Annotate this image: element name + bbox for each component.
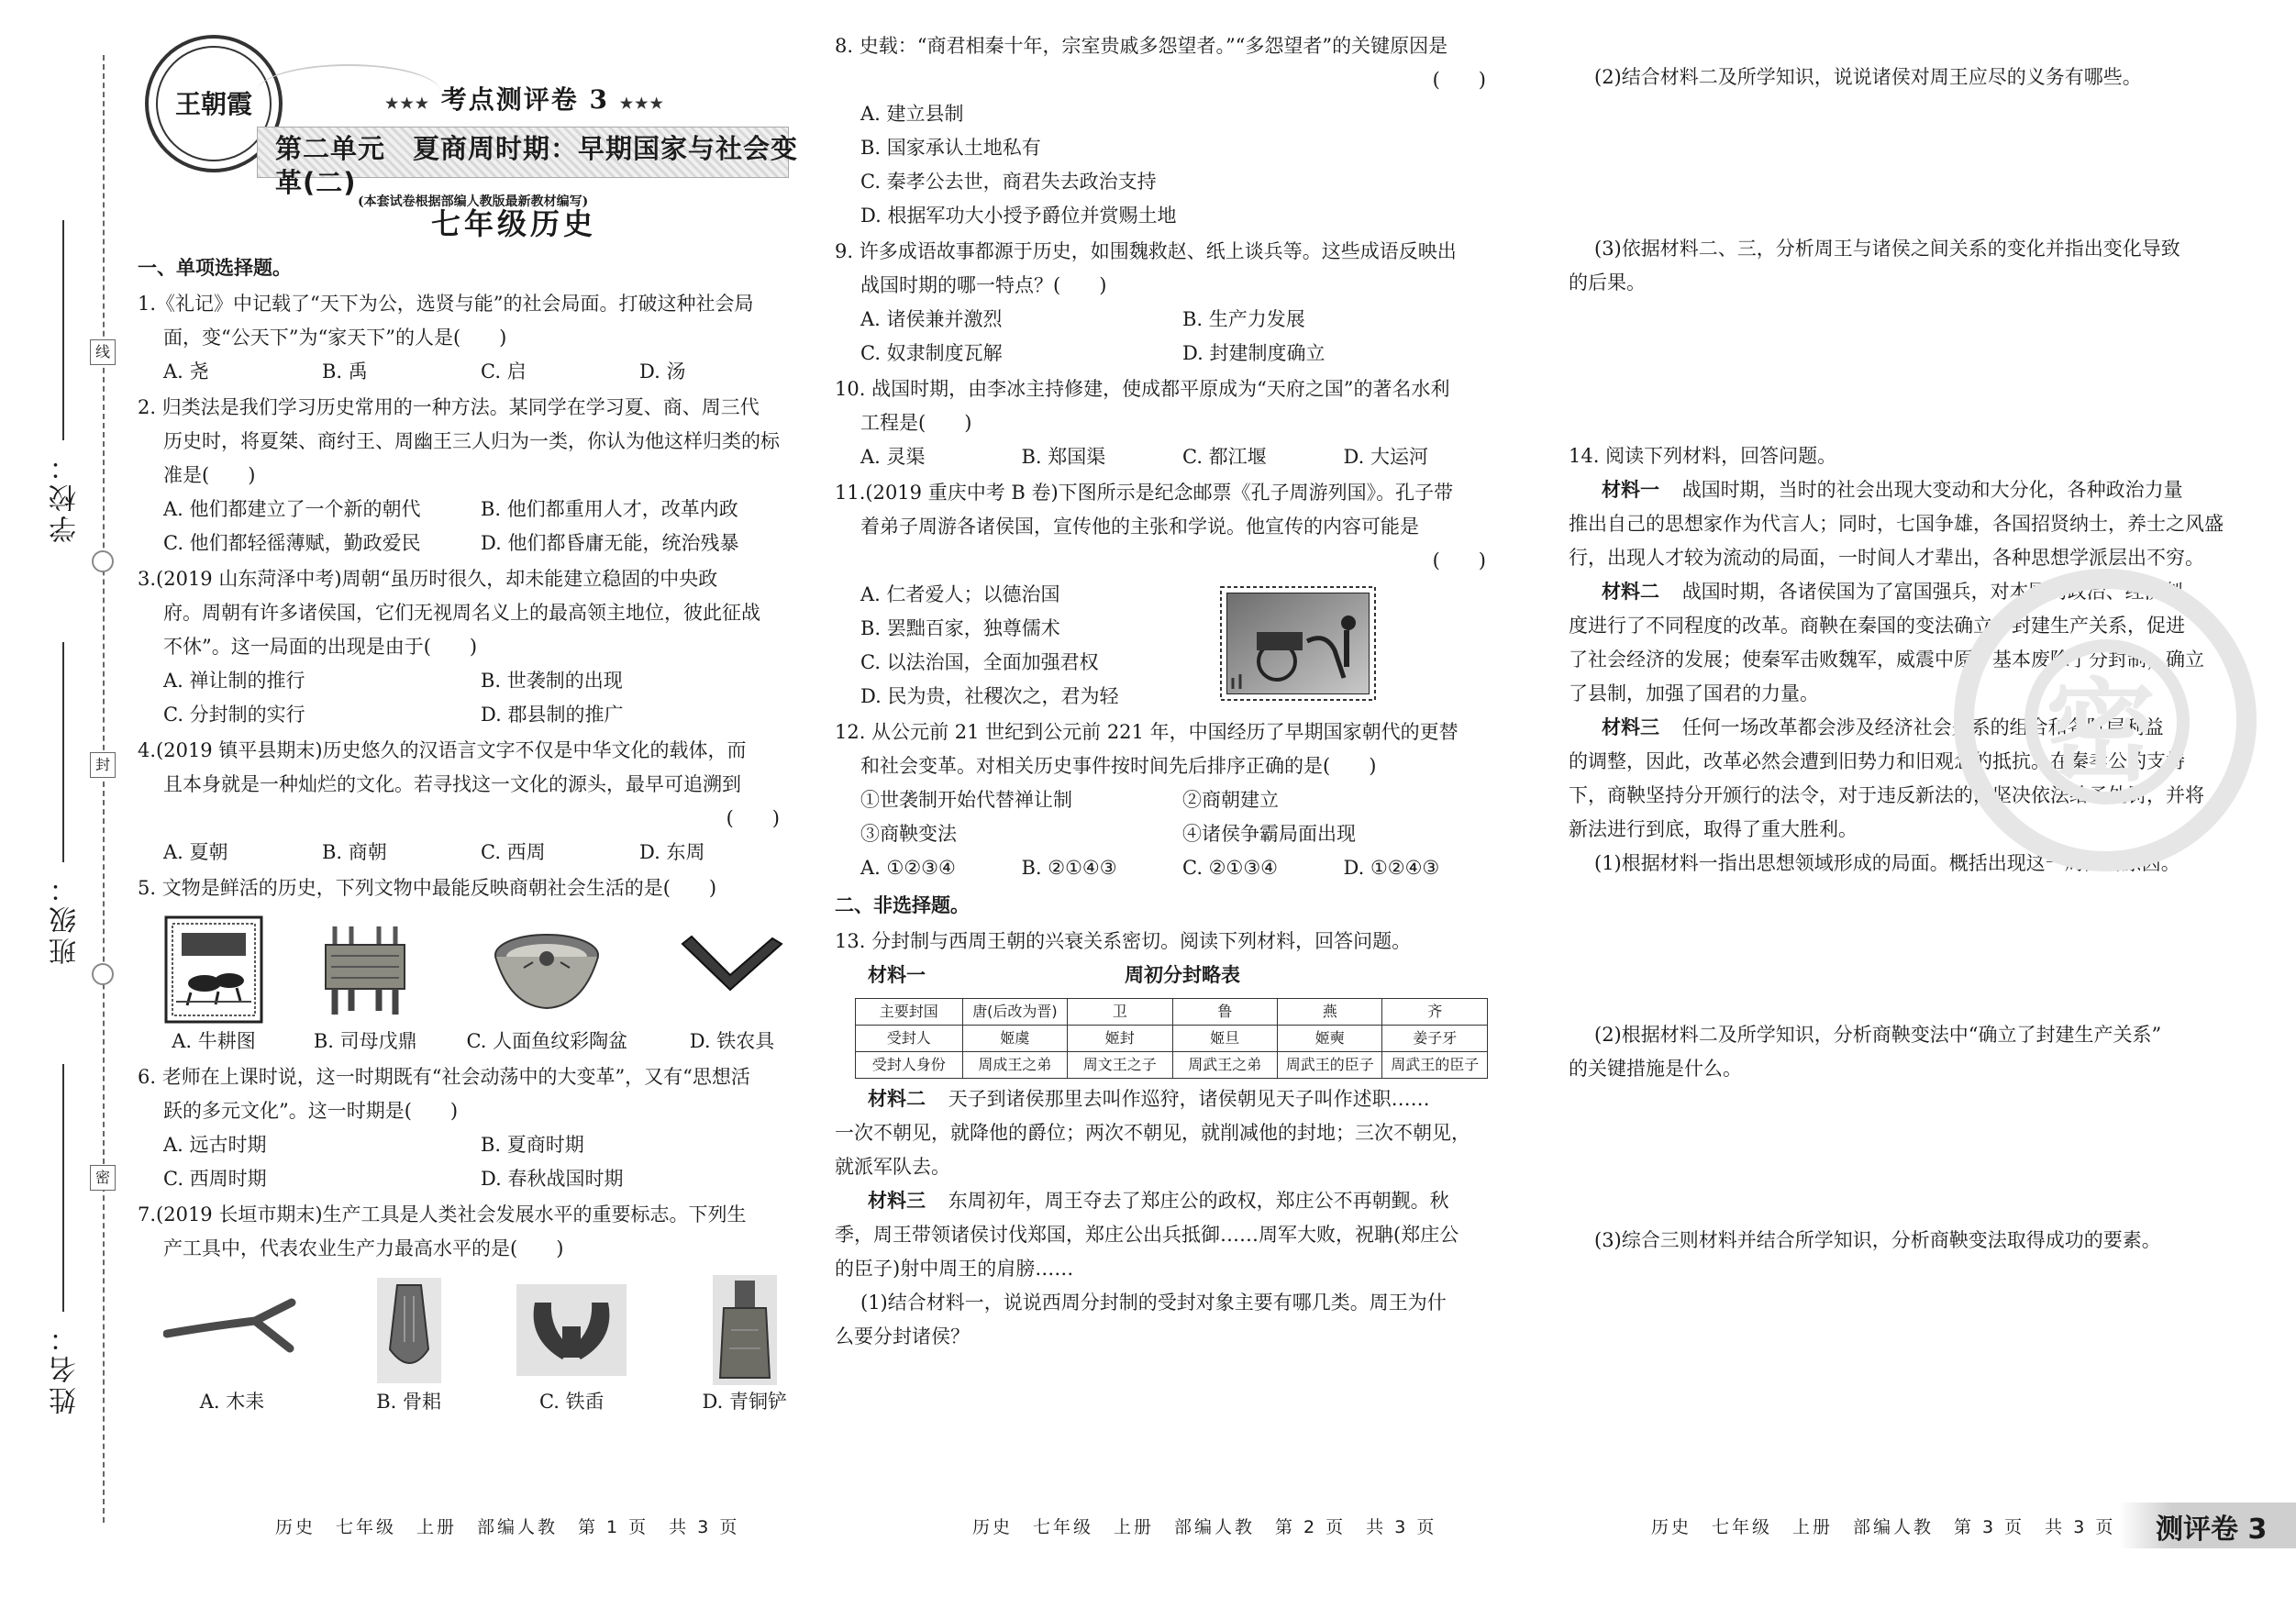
option[interactable]: B. 国家承认土地私有 xyxy=(860,137,1041,159)
option[interactable]: C. ②①③④ xyxy=(1182,857,1278,879)
binding-hole xyxy=(92,963,114,985)
option[interactable]: B. 世袭制的出现 xyxy=(481,670,623,692)
bronze-ding-icon xyxy=(315,919,416,1020)
option[interactable]: B. 他们都重用人才，改革内政 xyxy=(481,498,738,520)
star-icon: ★★★ xyxy=(385,94,431,112)
option[interactable]: B. ②①④③ xyxy=(1021,857,1117,879)
binding-mark-seal: 封 xyxy=(90,752,116,778)
option[interactable]: C. 奴隶制度瓦解 xyxy=(860,342,1003,364)
question-3: 3.(2019 山东菏泽中考)周朝“虽历时很久，却未能建立稳固的中央政 府。周朝有许多诸侯国，它们无视周名义上的最高领主地位，彼此征战 不休”。这一局面的出现是由于( ) A. 禅让制的推行 B. 世袭制的出现 C. 分封制的实行 D. 郡县制的推广 xyxy=(138,562,798,732)
question-7: 7.(2019 长垣市期末)生产工具是人类社会发展水平的重要标志。下列生 产工具中，代表农业生产力最高水平的是( ) A. 木耒 B. 骨耜 C. 铁臿 D. 青铜铲 xyxy=(138,1198,798,1419)
binding-mark-close: 密 xyxy=(90,1165,116,1191)
option[interactable]: B. 夏商时期 xyxy=(481,1134,584,1156)
option[interactable]: C. 以法治国，全面加强君权 xyxy=(860,651,1099,673)
question-12: 12. 从公元前 21 世纪到公元前 221 年，中国经历了早期国家朝代的更替 和社会变革。对相关历史事件按时间先后排序正确的是( ) ①世袭制开始代替禅让制 ②商朝建立 ③商鞅变法 ④诸侯争霸局面出现 A. ①②③④ B. ②①④③ C. ②①③④ D. ①②④③ xyxy=(835,715,1504,885)
option[interactable]: A. 建立县制 xyxy=(860,103,964,125)
option-label: B. 司母戊鼎 xyxy=(313,1030,417,1052)
option[interactable]: A. 禅让制的推行 xyxy=(163,670,305,692)
class-label: 班级： xyxy=(50,871,82,965)
option[interactable]: D. 大运河 xyxy=(1343,446,1428,468)
star-icon: ★★★ xyxy=(619,94,665,112)
painted-pottery-basin-icon xyxy=(492,924,602,1015)
column-2 xyxy=(835,28,1504,1354)
option-label: A. 木耒 xyxy=(199,1391,265,1413)
option[interactable]: D. 封建制度确立 xyxy=(1182,342,1325,364)
question-5: 5. 文物是鲜活的历史，下列文物中最能反映商朝社会生活的是( ) A. 牛耕图 B. 司母戊鼎 C. 人面鱼纹彩陶盆 D. 铁农具 xyxy=(138,871,798,1059)
option[interactable]: C. 都江堰 xyxy=(1182,446,1267,468)
option[interactable]: A. 远古时期 xyxy=(163,1134,267,1156)
option[interactable]: A. 诸侯兼并激烈 xyxy=(860,308,1003,330)
ox-plough-relief-icon xyxy=(163,915,264,1025)
q14-sub1: (1)根据材料一指出思想领域形成的局面。概括出现这一局面的原因。 xyxy=(1594,852,2180,874)
option-image-a[interactable] xyxy=(163,1275,301,1419)
question-1: 1.《礼记》中记载了“天下为公，选贤与能”的社会局面。打破这种社会局 面，变“公天下”为“家天下”的人是( ) A. 尧 B. 禹 C. 启 D. 汤 xyxy=(138,287,798,389)
question-8: 8. 史载：“商君相秦十年，宗室贵戚多怨望者。”“多怨望者”的关键原因是 ( ) A. 建立县制 B. 国家承认土地私有 C. 秦孝公去世，商君失去政治支持 D. 根据军功大小授予爵位并赏赐土地 xyxy=(835,29,1504,233)
option-image-c[interactable] xyxy=(466,915,627,1059)
name-label: 姓名： xyxy=(50,1321,82,1414)
q14-sub2: (2)根据材料二及所学知识，分析商鞅变法中“确立了封建生产关系” xyxy=(1594,1024,2162,1046)
option-label: B. 骨耜 xyxy=(376,1391,442,1413)
option-label: C. 人面鱼纹彩陶盆 xyxy=(466,1030,628,1052)
page-footer-2: 历史 七年级 上册 部编人教 第 2 页 共 3 页 xyxy=(972,1517,1437,1537)
option[interactable]: B. 罢黜百家，独尊儒术 xyxy=(860,617,1060,639)
option[interactable]: B. 生产力发展 xyxy=(1182,308,1305,330)
class-field[interactable] xyxy=(46,642,83,972)
question-6: 6. 老师在上课时说，这一时期既有“社会动荡中的大变革”，又有“思想活 跃的多元文化”。这一时期是( ) A. 远古时期 B. 夏商时期 C. 西周时期 D. 春秋战国时期 xyxy=(138,1060,798,1196)
event: ②商朝建立 xyxy=(1182,789,1279,811)
table-title: 周初分封略表 xyxy=(1125,964,1240,986)
iron-spade-icon xyxy=(516,1284,627,1376)
iron-tool-icon xyxy=(677,924,787,1015)
watermark-seal: 密 xyxy=(1954,569,2257,871)
test-badge: 测评卷 3 xyxy=(2119,1503,2296,1548)
option[interactable]: A. 尧 xyxy=(163,360,209,383)
event: ①世袭制开始代替禅让制 xyxy=(860,789,1072,811)
school-label: 学校： xyxy=(50,449,82,543)
question-13: 13. 分封制与西周王朝的兴衰关系密切。阅读下列材料，回答问题。 材料一 周初分封略表 主要封国 唐(后改为晋) 卫 鲁 燕 齐 受封人 姬虞 姬封 姬旦 姬奭 姜子牙 受封人身份 周成王之弟 周文王之子 周武王之弟 周武王的臣子 周武王的臣子 材料二 天子到诸侯那里去叫作巡狩，诸侯朝见天子叫作述职…… 一次不朝见，就降他的爵位；两次不朝见，就削减他的封地；三次不朝见， 就派军队去。 材料三 东周初年，周王夺去了郑庄公的政权，郑庄公不再朝觐。秋 季，周王带领诸侯讨伐郑国，郑庄公出兵抵御……周军大败，祝聃(郑庄公 的臣子)射中周王的肩膀…… (1)结合材料一，说说西周分封制的受封对象主要有哪几类。周王为什 么要分封诸侯？ xyxy=(835,925,1504,1354)
option[interactable]: C. 西周时期 xyxy=(163,1168,267,1190)
page-title: 七年级历史 xyxy=(431,206,597,241)
q14-sub3: (3)综合三则材料并结合所学知识，分析商鞅变法取得成功的要素。 xyxy=(1594,1229,2161,1251)
option[interactable]: D. 春秋战国时期 xyxy=(481,1168,624,1190)
binding-strip xyxy=(37,55,138,1523)
section-title: 二、非选择题。 xyxy=(835,894,970,916)
event: ③商鞅变法 xyxy=(860,823,957,845)
option[interactable]: D. 他们都昏庸无能，统治残暴 xyxy=(481,532,739,554)
option-image-d[interactable] xyxy=(703,1275,787,1419)
option-label: D. 青铜铲 xyxy=(702,1391,787,1413)
option-label: C. 铁臿 xyxy=(538,1391,605,1413)
material-label: 材料二 xyxy=(1602,581,1659,603)
option[interactable]: C. 启 xyxy=(481,360,527,383)
header xyxy=(138,28,798,248)
unit-title: 第二单元 夏商周时期：早期国家与社会变革(二) xyxy=(275,133,799,198)
option[interactable]: A. 灵渠 xyxy=(860,446,926,468)
option[interactable]: C. 西周 xyxy=(481,841,546,863)
section-title: 一、单项选择题。 xyxy=(138,257,292,279)
option[interactable]: A. 仁者爱人；以德治国 xyxy=(860,583,1060,605)
option[interactable]: A. ①②③④ xyxy=(860,857,956,879)
question-11: 11.(2019 重庆中考 B 卷)下图所示是纪念邮票《孔子周游列国》。孔子带 着弟子周游各诸侯国，宣传他的主张和学说。他宣传的内容可能是 ( ) A. 仁者爱人；以德治国 B. 罢黜百家，独尊儒术 C. 以法治国，全面加强君权 D. 民为贵，社稷次之，君为轻 xyxy=(835,476,1504,714)
fief-table: 主要封国 唐(后改为晋) 卫 鲁 燕 齐 受封人 姬虞 姬封 姬旦 姬奭 姜子牙 受封人身份 周成王之弟 周文王之子 周武王之弟 周武王的臣子 周武王的臣子 xyxy=(855,998,1488,1079)
school-field[interactable] xyxy=(46,220,83,550)
question-10: 10. 战国时期，由李冰主持修建，使成都平原成为“天府之国”的著名水利 工程是( ) A. 灵渠 B. 郑国渠 C. 都江堰 D. 大运河 xyxy=(835,372,1504,474)
question-14: 14. 阅读下列材料，回答问题。 材料一 战国时期，当时的社会出现大变动和大分化，各种政治力量 推出自己的思想家作为代言人；同时，七国争雄，各国招贤纳士，养士之风盛 行，出现人才较为流动的局面，一时间人才辈出，各种思想学派层出不穷。 材料二 战国时期，各诸侯国为了富国强兵，对本国的政治、经济制 度进行了不同程度的改革。商鞅在秦国的变法确立了封建生产关系，促进 了社会经济的发展；使秦军击败魏军，威震中原；基本废除了分封制，确立 了县制，加强了国君的力量。 材料三 任何一场改革都会涉及经济社会关系的组合和各阶层利益 的调整，因此，改革必然会遭到旧势力和旧观念的抵抗。在秦孝公的支持 下，商鞅坚持分开颁行的法令，对于违反新法的，坚决依法给予处罚，并将 新法进行到底，取得了重大胜利。 (1)根据材料一指出思想领域形成的局面。概括出现这一局面的原因。 (2)根据材料二及所学知识，分析商鞅变法中“确立了封建生产关系” 的关键措施是什么。 (3)综合三则材料并结合所学知识，分析商鞅变法取得成功的要素。 xyxy=(1569,439,2247,1258)
option[interactable]: D. 东周 xyxy=(639,841,705,863)
option[interactable]: A. 夏朝 xyxy=(163,841,228,863)
q13-sub3: (3)依据材料二、三，分析周王与诸侯之间关系的变化并指出变化导致 xyxy=(1594,238,2180,260)
name-field[interactable] xyxy=(46,1064,83,1431)
bone-spade-icon xyxy=(377,1278,441,1383)
binding-dashed-line xyxy=(103,55,105,1523)
option[interactable]: C. 分封制的实行 xyxy=(163,704,305,726)
material-label: 材料三 xyxy=(868,1190,926,1212)
bronze-shovel-icon xyxy=(713,1275,777,1385)
option[interactable]: D. ①②④③ xyxy=(1343,857,1440,879)
option[interactable]: D. 根据军功大小授予爵位并赏赐土地 xyxy=(860,205,1177,227)
option[interactable]: B. 商朝 xyxy=(322,841,387,863)
option[interactable]: C. 他们都轻徭薄赋，勤政爱民 xyxy=(163,532,421,554)
material-label: 材料三 xyxy=(1602,716,1659,738)
wooden-plough-icon xyxy=(163,1293,301,1367)
page-footer-1: 历史 七年级 上册 部编人教 第 1 页 共 3 页 xyxy=(275,1517,740,1537)
question-2: 2. 归类法是我们学习历史常用的一种方法。某同学在学习夏、商、周三代 历史时，将夏桀、商纣王、周幽王三人归为一类，你认为他这样归类的标 准是( ) A. 他们都建立了一个新的朝代 B. 他们都重用人才，改革内政 C. 他们都轻徭薄赋，勤政爱民 D. 他们都昏庸无能，统治残暴 xyxy=(138,391,798,560)
option-image-b[interactable] xyxy=(314,915,417,1059)
material-label: 材料一 xyxy=(868,964,926,986)
column-1 xyxy=(138,28,798,1419)
option[interactable]: D. 郡县制的推广 xyxy=(481,704,624,726)
option-image-b[interactable] xyxy=(376,1275,441,1419)
binding-mark-line: 线 xyxy=(90,339,116,365)
column-3: (2)结合材料二及所学知识，说说诸侯对周王应尽的义务有哪些。 (3)依据材料二、三，分析周王与诸侯之间关系的变化并指出变化导致 的后果。 14. 阅读下列材料，回答问题。 材料一 战国时期，当时的社会出现大变动和大分化，各种政治力量 推出自己的思想家作为代言人；同时，七国争雄，各国招贤纳士，养士之风盛 行，出现人才较为流动的局面，一时间人才辈出，各种思想学派层出不穷。 材料二 战国时期，各诸侯国为了富国强兵，对本国的政治、经济制 度进行了不同程度的改革。商鞅在秦国的变法确立了封建生产关系，促进 了社会经济的发展；使秦军击败魏军，威震中原；基本废除了分封制，确立 了县制，加强了国君的力量。 材料三 任何一场改革都会涉及经济社会关系的组合和各阶层利益 的调整，因此，改革必然会遭到旧势力和旧观念的抵抗。在秦孝公的支持 下，商鞅坚持分开颁行的法令，对于违反新法的，坚决依法给予处罚，并将 新法进行到底，取得了重大胜利。 (1)根据材料一指出思想领域形成的局面。概括出现这一局面的原因。 (2)根据材料二及所学知识，分析商鞅变法中“确立了封建生产关系” 的关键措施是什么。 (3)综合三则材料并结合所学知识，分析商鞅变法取得成功的要素。 xyxy=(1569,28,2247,1258)
option-label: D. 铁农具 xyxy=(689,1030,775,1052)
edition-note: (本套试卷根据部编人教版最新教材编写) xyxy=(358,194,589,209)
option[interactable]: B. 禹 xyxy=(322,360,368,383)
page-footer-3: 历史 七年级 上册 部编人教 第 3 页 共 3 页 xyxy=(1651,1517,2116,1537)
question-9: 9. 许多成语故事都源于历史，如围魏救赵、纸上谈兵等。这些成语反映出 战国时期的哪一特点？( ) A. 诸侯兼并激烈 B. 生产力发展 C. 奴隶制度瓦解 D. 封建制度确立 xyxy=(835,235,1504,371)
question-4: 4.(2019 镇平县期末)历史悠久的汉语言文字不仅是中华文化的载体，而 且本身就是一种灿烂的文化。若寻找这一文化的源头，最早可追溯到 ( ) A. 夏朝 B. 商朝 C. 西周 D. 东周 xyxy=(138,734,798,870)
binding-hole xyxy=(92,550,114,572)
option[interactable]: A. 他们都建立了一个新的朝代 xyxy=(163,498,421,520)
logo-text: 王朝霞 xyxy=(156,46,272,161)
option[interactable]: D. 民为贵，社稷次之，君为轻 xyxy=(860,685,1119,707)
event: ④诸侯争霸局面出现 xyxy=(1182,823,1356,845)
option[interactable]: C. 秦孝公去世，商君失去政治支持 xyxy=(860,171,1157,193)
q13-sub2: (2)结合材料二及所学知识，说说诸侯对周王应尽的义务有哪些。 xyxy=(1594,66,2142,88)
option-image-d[interactable] xyxy=(677,915,787,1059)
option[interactable]: D. 汤 xyxy=(639,360,686,383)
confucius-stamp-icon xyxy=(1220,586,1376,701)
option[interactable]: B. 郑国渠 xyxy=(1021,446,1106,468)
option-label: A. 牛耕图 xyxy=(172,1030,256,1052)
series-title: ★★★ 考点测评卷 3 ★★★ xyxy=(385,84,665,115)
material-label: 材料二 xyxy=(868,1088,926,1110)
option-image-c[interactable] xyxy=(516,1275,627,1419)
option-image-a[interactable] xyxy=(163,915,264,1059)
material-label: 材料一 xyxy=(1602,479,1659,501)
